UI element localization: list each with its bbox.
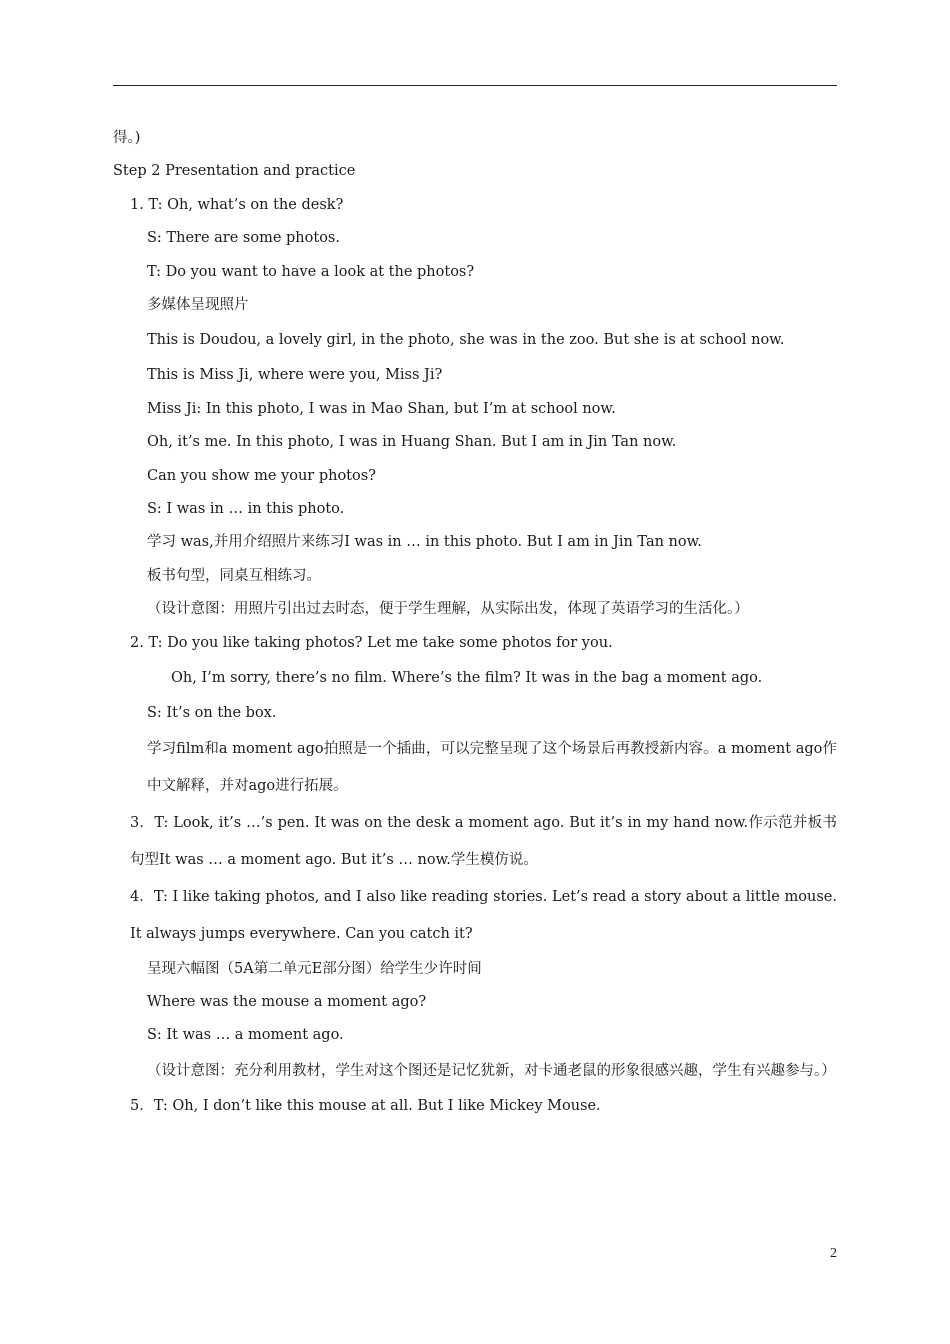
text-line: This is Doudou, a lovely girl, in the photo, she was in the zoo. But she is at school now. — [147, 332, 785, 349]
document-body — [113, 122, 837, 1123]
text-line: 学习 was,并用介绍照片来练习I was in … in this photo. But I am in Jin Tan now. — [147, 534, 702, 551]
text-line: S: I was in … in this photo. — [147, 501, 345, 518]
text-line: 板书句型，同桌互相练习。 — [147, 567, 321, 584]
text-line: This is Miss Ji, where were you, Miss Ji? — [147, 367, 443, 384]
text-line: 4．T: I like taking photos, and I also like reading stories. Let’s read a story about a little mouse. It always jumps everywhere. Can you catch it? — [130, 888, 837, 942]
text-line: 得。) — [113, 130, 141, 146]
text-line: Oh, I’m sorry, there’s no film. Where’s the film? It was in the bag a moment ago. — [171, 670, 763, 687]
page-number: 2 — [830, 1246, 837, 1261]
text-line: 学习film和a moment ago拍照是一个插曲，可以完整呈现了这个场景后再教授新内容。a moment ago作中文解释，并对ago进行拓展。 — [147, 740, 837, 794]
text-line: Miss Ji: In this photo, I was in Mao Shan, but I’m at school now. — [147, 400, 616, 417]
text-line: 多媒体呈现照片 — [147, 297, 249, 314]
text-line: S: There are some photos. — [147, 230, 340, 247]
text-line: S: It’s on the box. — [147, 705, 277, 722]
text-line: Step 2 Presentation and practice — [113, 163, 356, 180]
text-line: 3．T: Look, it’s …’s pen. It was on the desk a moment ago. But it’s in my hand now.作示范并板书句型It was … a moment ago. But it’s … now.学生模仿说。 — [130, 814, 837, 868]
header-rule — [113, 85, 837, 86]
text-line: 2. T: Do you like taking photos? Let me take some photos for you. — [130, 634, 613, 651]
text-line: 5．T: Oh, I don’t like this mouse at all. But I like Mickey Mouse. — [130, 1097, 601, 1114]
text-line: （设计意图：用照片引出过去时态，便于学生理解，从实际出发，体现了英语学习的生活化。） — [147, 601, 749, 618]
text-line: T: Do you want to have a look at the photos? — [147, 263, 475, 280]
text-line: S: It was … a moment ago. — [147, 1027, 344, 1044]
text-line: （设计意图：充分利用教材，学生对这个图还是记忆犹新，对卡通老鼠的形象很感兴趣，学生有兴趣参与。） — [147, 1062, 836, 1079]
text-line: 呈现六幅图（5A第二单元E部分图）给学生少许时间 — [147, 960, 482, 977]
text-line: Can you show me your photos? — [147, 467, 376, 484]
text-line: Where was the mouse a moment ago? — [147, 993, 427, 1010]
text-line: Oh, it’s me. In this photo, I was in Huang Shan. But I am in Jin Tan now. — [147, 434, 677, 451]
text-line: 1. T: Oh, what’s on the desk? — [130, 196, 344, 213]
